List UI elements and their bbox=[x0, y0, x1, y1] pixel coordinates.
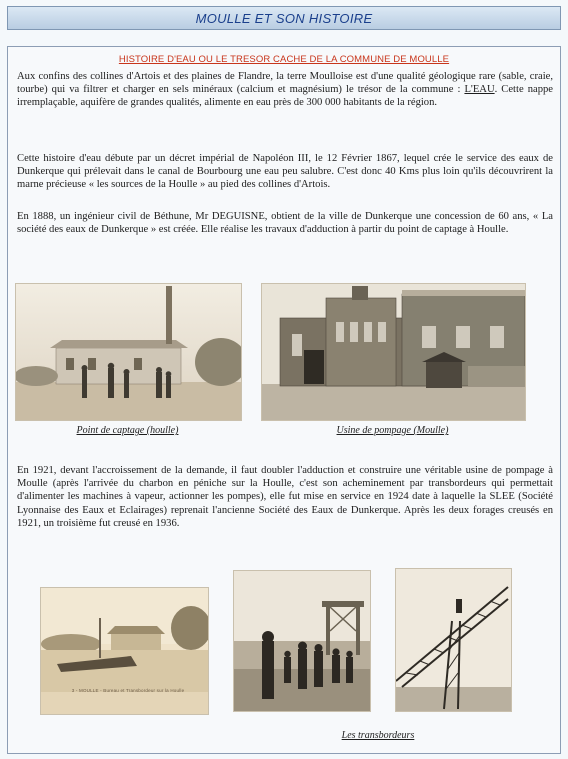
paragraph-intro-text-a: Aux confins des collines d'Artois et des plaines de Flandre, la terre Moulloise est d'une qualité géologique rare (sable, craie, tourbe) qui va filtrer et charger en sels minéraux (calcium et magnésium) le trésor de la commune : bbox=[17, 71, 553, 96]
paragraph-1921: En 1921, devant l'accroissement de la demande, il faut doubler l'adduction et construire une véritable usine de pompage à Moulle (après l'arrivée du charbon en péniche sur la Houlle, c'est son acheminement par transbordeurs qui permettait d'alimenter les machines à vapeur, actionner les pompes), elle fut mise en service en 1924 date à laquelle la SLEE (Société Lyonnaise des Eaux et Eclairages) reprenait l'ancienne Société des Eaux de Dunkerque. Après les deux forages creusés en 1921, un troisième fut creusé en 1936. bbox=[17, 465, 553, 529]
caption-point-de-captage: Point de captage (houlle) bbox=[76, 425, 179, 436]
header-banner bbox=[7, 6, 561, 30]
caption-usine-de-pompage: Usine de pompage (Moulle) bbox=[336, 425, 449, 436]
photo-crane bbox=[395, 568, 512, 712]
paragraph-napoleon: Cette histoire d'eau débute par un décret impérial de Napoléon III, le 12 Février 1867, lequel crée le service des eaux de Dunkerque qui prélevait dans le canal de Bourbourg une eau peu salubre. C'est donc 40 Kms plus loin qu'ils découvrirent la marne précieuse « les sources de la Houlle » au pied des collines d'Artois. bbox=[17, 153, 553, 191]
photo-point-de-captage bbox=[15, 283, 242, 421]
photo-usine-de-pompage bbox=[261, 283, 526, 421]
paragraph-intro-text-b: . Cette nappe irremplaçable, aquifère de grandes qualités, alimente en eau près de 300 000 habitants de la région. bbox=[17, 84, 553, 109]
article-subtitle: HISTOIRE D'EAU OU LE TRESOR CACHE DE LA COMMUNE DE MOULLE bbox=[118, 54, 450, 65]
paragraph-deguisne: En 1888, un ingénieur civil de Béthune, Mr DEGUISNE, obtient de la ville de Dunkerque une concession de 60 ans, « La société des eaux de Dunkerque » est créée. Elle réalise les travaux d'adduction à partir du point de captage à Houlle. bbox=[17, 211, 553, 236]
page-title: MOULLE ET SON HISTOIRE bbox=[195, 10, 373, 26]
photo-crowd-transbordeur bbox=[233, 570, 371, 712]
caption-transbordeurs: Les transbordeurs bbox=[341, 730, 415, 741]
postcard-stamp: 3 - MOULLE - Bureau et Transbordeur sur la Houlle bbox=[71, 688, 185, 693]
paragraph-intro bbox=[17, 70, 553, 110]
paragraph-intro-highlight: L'EAU bbox=[464, 84, 495, 96]
photo-postcard-canal bbox=[40, 587, 209, 715]
